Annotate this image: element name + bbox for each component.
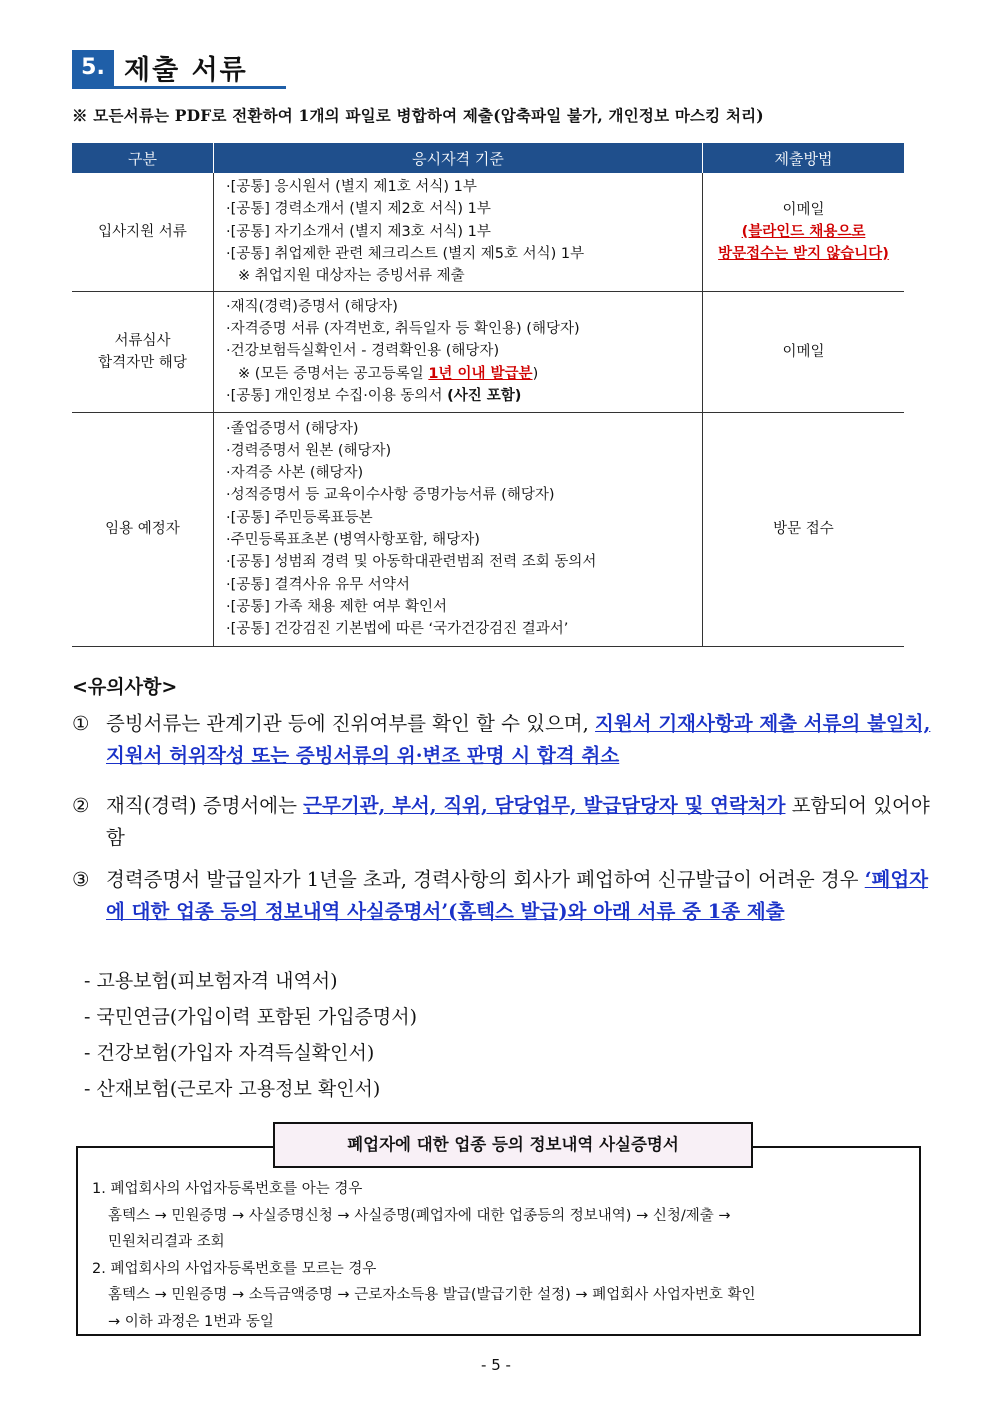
box-line: 1. 폐업회사의 사업자등록번호를 아는 경우	[92, 1181, 363, 1197]
note-item	[72, 790, 932, 854]
note-suffix: )	[532, 365, 539, 382]
note-item	[72, 708, 932, 772]
box-line: 2. 폐업회사의 사업자등록번호를 모르는 경우	[92, 1260, 377, 1277]
note-number: ①	[72, 712, 90, 735]
box-line: 홈텍스 → 민원증명 → 소득금액증명 → 근로자소득용 발급(발급기한 설정) → 폐업회사 사업자번호 확인	[108, 1287, 756, 1303]
note-body	[106, 790, 932, 854]
criteria-item: ·[공통] 건강검진 기본법에 따른 ‘국가건강검진 결과서’	[226, 621, 569, 638]
row-criteria	[214, 412, 703, 646]
header-criteria: 응시자격 기준	[214, 143, 703, 173]
page-number: - 5 -	[481, 1356, 511, 1374]
row-method	[703, 173, 905, 291]
criteria-item: ·졸업증명서 (해당자)	[226, 420, 359, 437]
table-row	[72, 412, 904, 646]
note-body	[106, 708, 932, 772]
row-category: 입사지원 서류	[72, 173, 214, 291]
section-header	[72, 44, 286, 90]
dash-item: - 고용보험(피보험자격 내역서)	[84, 970, 338, 992]
criteria-item: ·건강보험득실확인서 - 경력확인용 (해당자)	[226, 343, 500, 360]
section-number: 5.	[72, 50, 114, 86]
dash-item: - 국민연금(가입이력 포함된 가입증명서)	[84, 1006, 418, 1028]
row-method: 이메일	[703, 291, 905, 412]
note-highlight: ‘폐업자에 대한 업종 등의 정보내역 사실증명서’(홈텍스 발급)와 아래 서류 중 1종 제출	[106, 868, 929, 923]
row-criteria	[214, 173, 703, 291]
note-item	[72, 864, 932, 928]
note-number: ②	[72, 794, 90, 817]
note-number: ③	[72, 868, 90, 891]
notes-title: <유의사항>	[72, 676, 178, 698]
info-box-content	[92, 1176, 922, 1335]
method-note: 방문접수는 받지 않습니다)	[718, 245, 889, 262]
row-category: 임용 예정자	[72, 412, 214, 646]
category-line: 서류심사	[114, 332, 171, 349]
info-box-title: 폐업자에 대한 업종 등의 정보내역 사실증명서	[273, 1122, 753, 1168]
category-line: 합격자만 해당	[98, 354, 187, 371]
note-text: 증빙서류는 관계기관 등에 진위여부를 확인 할 수 있으며,	[106, 712, 596, 735]
criteria-item: ·[공통] 경력소개서 (별지 제2호 서식) 1부	[226, 201, 491, 218]
dash-item: - 산재보험(근로자 고용정보 확인서)	[84, 1078, 381, 1100]
header-method: 제출방법	[703, 143, 905, 173]
criteria-item: ·[공통] 취업제한 관련 체크리스트 (별지 제5호 서식) 1부	[226, 245, 585, 262]
criteria-item: ·[공통] 결격사유 유무 서약서	[226, 576, 410, 593]
criteria-note	[226, 363, 702, 385]
note-text: 포함되어 있어야 함	[106, 794, 930, 849]
dash-item: - 건강보험(가입자 자격득실확인서)	[84, 1042, 375, 1064]
submission-notice: ※ 모든서류는 PDF로 전환하여 1개의 파일로 병합하여 제출(압축파일 불가, 개인정보 마스킹 처리)	[72, 106, 764, 125]
header-category: 구분	[72, 143, 214, 173]
criteria-item: ·성적증명서 등 교육이수사항 증명가능서류 (해당자)	[226, 487, 555, 504]
criteria-item: ·재직(경력)증명서 (해당자)	[226, 298, 398, 315]
criteria-note: ※ 취업지원 대상자는 증빙서류 제출	[238, 268, 465, 285]
criteria-item: ·[공통] 가족 채용 제한 여부 확인서	[226, 598, 448, 615]
note-text: 재직(경력) 증명서에는	[106, 794, 304, 817]
item-text: ·[공통] 개인정보 수집·이용 동의서	[226, 387, 448, 404]
item-bold: (사진 포함)	[447, 387, 522, 404]
section-title: 제출 서류	[124, 55, 248, 86]
criteria-item: ·[공통] 주민등록표등본	[226, 509, 373, 526]
criteria-item: ·주민등록표초본 (병역사항포함, 해당자)	[226, 532, 480, 548]
criteria-item: ·경력증명서 원본 (해당자)	[226, 442, 392, 459]
note-highlight: 지원서 기재사항과 제출 서류의 불일치, 지원서 허위작성 또는 증빙서류의 위·변조 판명 시 합격 취소	[106, 712, 931, 767]
criteria-item: ·자격증명 서류 (자격번호, 취득일자 등 확인용) (해당자)	[226, 321, 580, 338]
note-highlight: 1년 이내 발급분	[428, 365, 533, 382]
method-note: (블라인드 채용으로	[741, 223, 866, 240]
criteria-item: ·[공통] 응시원서 (별지 제1호 서식) 1부	[226, 179, 477, 195]
documents-table	[72, 143, 904, 647]
table-row	[72, 291, 904, 412]
row-category	[72, 291, 214, 412]
note-highlight: 근무기관, 부서, 직위, 담당업무, 발급담당자 및 연락처가	[303, 794, 786, 817]
row-method: 방문 접수	[703, 412, 905, 646]
criteria-item: ·[공통] 성범죄 경력 및 아동학대관련범죄 전력 조회 동의서	[226, 554, 597, 571]
note-body	[106, 864, 932, 928]
box-line: → 이하 과정은 1번과 동일	[108, 1313, 274, 1330]
table-header-row	[72, 143, 904, 173]
box-line: 홈텍스 → 민원증명 → 사실증명신청 → 사실증명(폐업자에 대한 업종등의 정보내역) → 신청/제출 →	[108, 1207, 731, 1224]
table-row	[72, 173, 904, 291]
method-label: 이메일	[782, 201, 825, 218]
section-underline	[72, 86, 286, 89]
row-criteria	[214, 291, 703, 412]
criteria-item	[226, 385, 702, 407]
criteria-item: ·[공통] 자기소개서 (별지 제3호 서식) 1부	[226, 223, 491, 240]
note-prefix: ※ (모든 증명서는 공고등록일	[238, 365, 429, 382]
box-line: 민원처리결과 조회	[108, 1234, 225, 1250]
note-text: 경력증명서 발급일자가 1년을 초과, 경력사항의 회사가 폐업하여 신규발급이 어려운 경우	[106, 868, 865, 891]
criteria-item: ·자격증 사본 (해당자)	[226, 465, 364, 482]
